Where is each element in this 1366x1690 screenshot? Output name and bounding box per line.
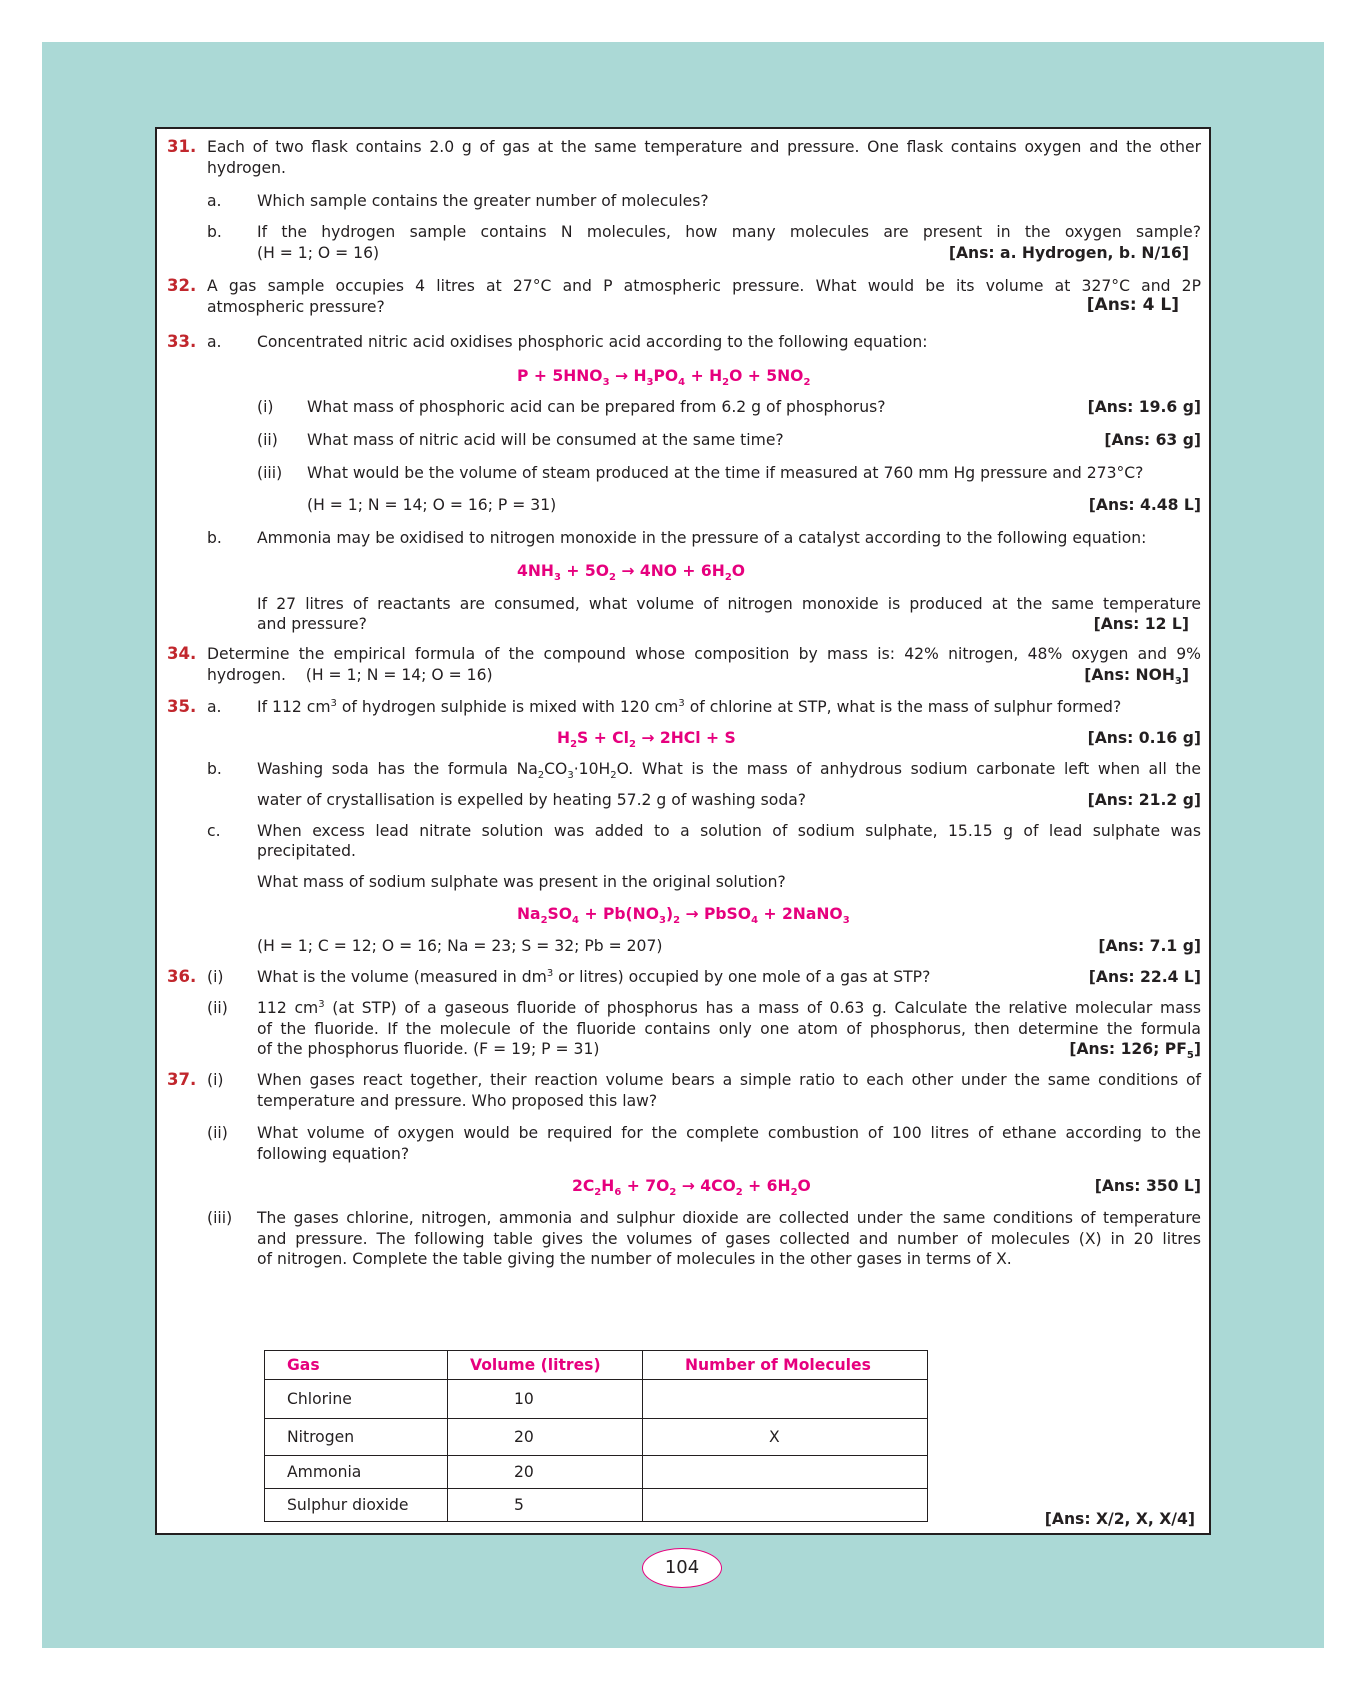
table-cell: Nitrogen [265,1419,448,1456]
answer: [Ans: 0.16 g] [1087,729,1201,747]
chemical-equation: $P + 5HNO_3 \to H_3PO_4 + H_2O + 5NO_2$ [517,367,811,388]
item-text: Concentrated nitric acid oxidises phosphoric acid according to the following equation: [257,333,928,351]
table-cell: Ammonia [265,1456,448,1489]
item-text: Ammonia may be oxidised to nitrogen monoxide in the pressure of a catalyst according to the following equation: [257,529,1147,547]
table-cell: 10 [448,1380,643,1419]
chemical-equation: $H_2S + Cl_2 \to 2HCl + S$ [557,729,736,750]
table-cell [643,1456,928,1489]
item-text: When excess lead nitrate solution was added to a solution of sodium sulphate, 15.15 g of lead sulphate was [257,822,1201,840]
question-number: 35. [167,697,197,716]
item-text: If 112 $cm^3$ of hydrogen sulphide is mixed with 120 $cm^3$ of chlorine at STP, what is the mass of sulphur formed? [257,698,1122,716]
gas-table [264,1350,928,1522]
question-number: 31. [167,137,197,156]
item-text: What mass of nitric acid will be consumed at the same time? [307,431,784,449]
item-label: b. [207,760,222,778]
item-label: (iii) [257,464,283,482]
question-text: Determine the empirical formula of the compound whose composition by mass is: 42% nitrogen, 48% oxygen and 9% [207,645,1201,663]
table-row [265,1419,928,1456]
item-text: of the phosphorus fluoride. (F = 19; P = 31) [257,1040,600,1058]
item-text: What volume of oxygen would be required for the complete combustion of 100 litres of ethane according to the [257,1124,1201,1142]
table-cell: Chlorine [265,1380,448,1419]
chemical-equation: $Na_2SO_4 + Pb(NO_3)_2$ → PbSO$_4$ + 2NaNO$_3$ [517,905,850,926]
question-text: A gas sample occupies 4 litres at 27°C and P atmospheric pressure. What would be its volume at 327°C and 2P [207,277,1201,295]
item-text: water of crystallisation is expelled by heating 57.2 g of washing soda? [257,791,807,809]
item-text: Which sample contains the greater number of molecules? [257,192,709,210]
item-label: a. [207,333,222,351]
item-text: and pressure? [257,615,367,633]
table-row [265,1380,928,1419]
item-text: temperature and pressure. Who proposed this law? [257,1092,658,1110]
answer: [Ans: 12 L] [1093,615,1189,633]
item-text: precipitated. [257,842,356,860]
item-label: (i) [207,968,224,986]
item-label: (iii) [207,1209,233,1227]
item-text: Washing soda has the formula $Na_2CO_3\cdot 10H_2O$. What is the mass of anhydrous sodium carbonate left when all the [257,760,1201,781]
given-data: (H = 1; N = 14; O = 16; P = 31) [307,496,557,514]
answer: [Ans: 7.1 g] [1098,937,1201,955]
table-header: Number of Molecules [643,1351,928,1380]
question-number: 33. [167,332,197,351]
question-text: hydrogen. (H = 1; N = 14; O = 16) [207,666,493,684]
item-label: a. [207,698,222,716]
table-row [265,1456,928,1489]
chemical-equation: $2C_2H_6 + 7O_2 \to 4CO_2 + 6H_2O$ [572,1177,811,1198]
item-label: (i) [257,398,274,416]
item-text: What mass of phosphoric acid can be prepared from 6.2 g of phosphorus? [307,398,886,416]
table-cell: 5 [448,1489,643,1522]
table-cell: X [643,1419,928,1456]
answer: [Ans: 21.2 g] [1087,791,1201,809]
item-text: and pressure. The following table gives the volumes of gases collected and number of molecules (X) in 20 litres [257,1230,1201,1248]
answer: [Ans: 63 g] [1104,431,1201,449]
item-label: b. [207,223,222,241]
item-label: (i) [207,1071,224,1089]
table-header-row [265,1351,928,1380]
table-row [265,1489,928,1522]
item-text: 112 $cm^3$ (at STP) of a gaseous fluoride of phosphorus has a mass of 0.63 g. Calculate the relative molecular mass [257,999,1201,1017]
answer: [Ans: 126; $PF_5$] [1069,1040,1201,1061]
question-text: Each of two flask contains 2.0 g of gas at the same temperature and pressure. One flask contains oxygen and the other [207,138,1201,156]
item-label: c. [207,822,221,840]
item-label: a. [207,192,222,210]
answer: [Ans: a. Hydrogen, b. N/16] [948,244,1189,262]
question-number: 32. [167,276,197,295]
given-data: (H = 1; O = 16) [257,244,380,262]
item-text: The gases chlorine, nitrogen, ammonia and sulphur dioxide are collected under the same conditions of temperature [257,1209,1201,1227]
item-text: When gases react together, their reaction volume bears a simple ratio to each other under the same conditions of [257,1071,1201,1089]
table-header: Volume (litres) [448,1351,643,1380]
question-number: 36. [167,967,197,986]
question-text: hydrogen. [207,159,286,177]
item-text: following equation? [257,1145,410,1163]
table-cell: 20 [448,1419,643,1456]
given-data: (H = 1; C = 12; O = 16; Na = 23; S = 32; Pb = 207) [257,937,663,955]
answer: [Ans: 22.4 L] [1088,968,1201,986]
chemical-equation: $4NH_3 + 5O_2 \to 4NO + 6H_2O$ [517,562,746,583]
question-number: 34. [167,644,197,663]
table-cell: 20 [448,1456,643,1489]
question-number: 37. [167,1070,197,1089]
item-text: What mass of sodium sulphate was present in the original solution? [257,873,786,891]
item-label: b. [207,529,222,547]
item-text: If 27 litres of reactants are consumed, what volume of nitrogen monoxide is produced at the same temperature [257,595,1201,613]
table-cell [643,1489,928,1522]
item-text: of nitrogen. Complete the table giving the number of molecules in the other gases in terms of X. [257,1250,1012,1268]
item-label: (ii) [207,999,228,1017]
question-text: atmospheric pressure? [207,298,385,316]
item-text: of the fluoride. If the molecule of the fluoride contains only one atom of phosphorus, then determine the formula [257,1020,1201,1038]
table-header: Gas [265,1351,448,1380]
item-text: If the hydrogen sample contains N molecules, how many molecules are present in the oxygen sample? [257,223,1201,241]
answer: [Ans: 19.6 g] [1087,398,1201,416]
table-cell [643,1380,928,1419]
item-text: What would be the volume of steam produced at the time if measured at 760 mm Hg pressure and 273°C? [307,464,1144,482]
answer: [Ans: 4.48 L] [1088,496,1201,514]
answer: [Ans: $NOH_3$] [1084,666,1189,687]
item-label: (ii) [257,431,278,449]
question-page [155,127,1211,1535]
item-label: (ii) [207,1124,228,1142]
page-number: 104 [642,1548,722,1588]
answer: [Ans: X/2, X, X/4] [1044,1510,1195,1528]
table-cell: Sulphur dioxide [265,1489,448,1522]
answer: [Ans: 4 L] [1086,295,1179,315]
item-text: What is the volume (measured in $dm^3$ or litres) occupied by one mole of a gas at STP? [257,968,931,986]
answer: [Ans: 350 L] [1094,1177,1201,1195]
